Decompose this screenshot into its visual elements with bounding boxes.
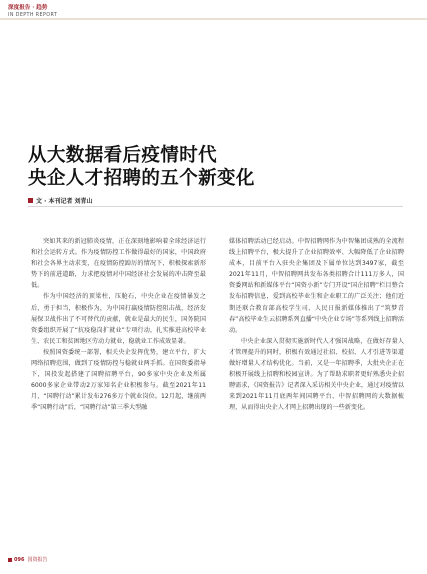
body-paragraph: 按照国资委统一部署，相关央企发挥优势，建立平台，扩大网络招聘范围，做到了疫情防控与稳就业两手抓。在国资委指导下，国投发起搭建了国聘招聘平台，90多家中央企业及所属6000多家企业带动2万家知名企业积极参与。截至2021年11月，“国聘行动”累计发布276多万个就业岗位。12月起，继前两季“国聘行动”后，“国聘行动”第三季大型融 [31,348,206,412]
publication-name: 国资报告 [27,557,48,563]
page-number: 096 [14,556,25,563]
article-title-line-1: 从大数据看后疫情时代 [28,145,218,166]
article-title-line-2: 央企人才招聘的五个新变化 [28,168,255,189]
body-paragraph: 作为中国经济的顶梁柱，压舱石，中央企业在疫情暴发之后，勇于担当，积极作为，为中国打赢疫情防控阻击战，经济发展保卫战作出了不可替代的贡献，就业是最大的民生，国务院国资委组织开展了“抗疫稳岗扩就业”专项行动，扎实推进高校毕业生、农民工和贫困地区劳动力就业，稳就业工作成效显著。 [31,293,206,345]
article-title-block [28,144,255,205]
section-label: 深度报告 · 趋势 [8,5,48,11]
header-divider [0,18,427,20]
page-header [8,4,57,19]
footer-marker-icon [8,558,12,562]
byline [28,196,255,205]
byline-text: 文 · 本刊记者 刘青山 [36,198,93,205]
page-footer [8,556,47,563]
title-divider [28,206,403,207]
body-paragraph: 突如其来的新冠肺炎疫情，正在深刻地影响着全球经济运行和社会运转方式。作为疫情防控工作做得最好的国家，中国政府和社会各界主动求变，在疫情防控踔厉的情况下，积极探索新形势下的前进道路，力求把疫情对中国经济社会发展的冲击降至最低。 [31,238,206,290]
body-paragraph: 中央企业深入贯彻实施新时代人才强国战略，在做好存量人才管理提升的同时，积极有效通过社招、校招、人才引进等渠道做好增量人才结构优化。当前，又是一年招聘季，大批央企正在积极开展线上招聘和校园宣讲。为了帮助求职者更好熟悉央企招聘需求，《国资报告》记者深入采访相关中央企业，通过对疫情以来到2021年11月底两年间国聘平台、中智招聘网的大数据梳理，从而得出央企人才网上招聘出现的一些新变化。 [229,337,404,412]
left-column [31,236,206,414]
right-column [229,236,404,414]
body-paragraph: 媒体招聘活动已经启动。中智招聘网作为中智集团成熟的全流程线上招聘平台，极大提升了企业招聘效率、大幅降低了企业招聘成本，目前平台入驻央企集团及下属单位达到3497家，截至2021年11月，中智招聘网共发布各类招聘合计111万多人，国资委网站和新媒体平台“国资小新”专门开设“国企招聘”栏目整合发布招聘信息，爱到高校毕业生和企业职工的广泛关注；他们近期还联合教育部高校学生司、人民日报新媒体推出了“筑梦青春”高校毕业生云招聘系列直播“中央企业专场”等系列线上招聘活动。 [229,238,404,334]
section-label-en: IN DEPTH REPORT [8,13,58,18]
byline-marker-icon [28,198,33,203]
